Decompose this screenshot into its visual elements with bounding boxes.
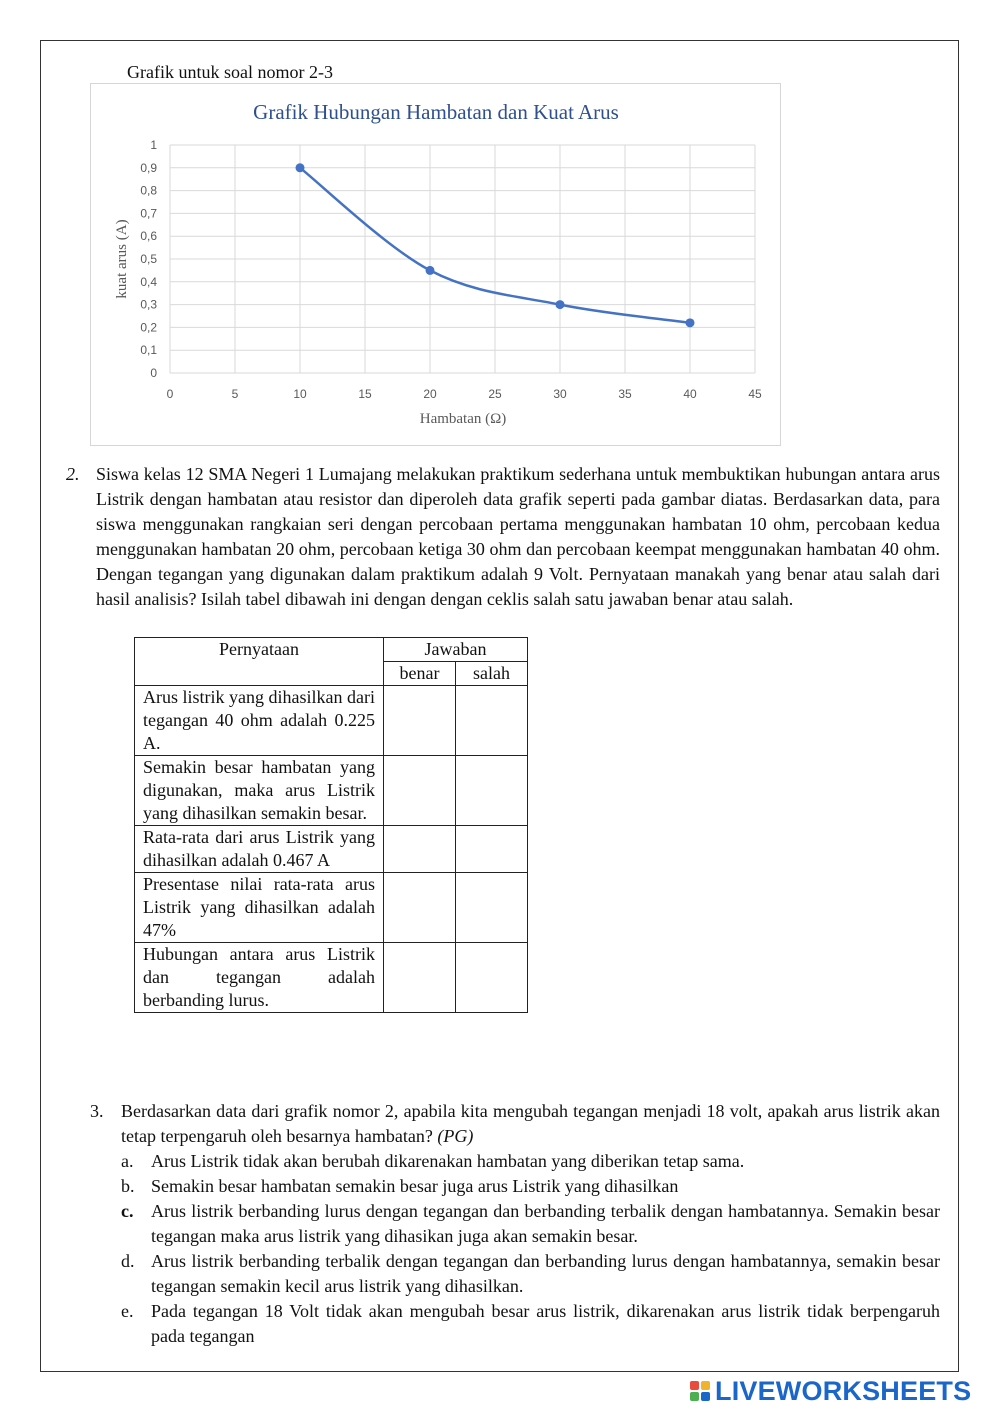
header-statement: Pernyataan (135, 638, 384, 686)
y-axis-label: kuat arus (A) (114, 219, 130, 299)
option-letter: b. (121, 1176, 135, 1196)
x-tick-label: 30 (553, 387, 567, 401)
statement-4: Presentase nilai rata-rata arus Listrik yang dihasilkan adalah 47% (135, 873, 384, 943)
data-point (556, 300, 565, 309)
question-2-number: 2. (66, 464, 80, 484)
logo-block (701, 1392, 710, 1401)
header-true: benar (384, 662, 456, 686)
y-tick-label: 0,4 (140, 274, 157, 289)
brand-name: LIVEWORKSHEETS (715, 1375, 972, 1406)
statement-2: Semakin besar hambatan yang digunakan, maka arus Listrik yang dihasilkan semakin besar. (135, 756, 384, 826)
table-row (135, 686, 528, 756)
options-list (90, 1149, 940, 1349)
option-text: Arus listrik berbanding lurus dengan tegangan dan berbanding terbalik dengan hambatannya. Semakin besar tegangan maka arus listrik yang dihasikan juga akan semakin besar. (151, 1201, 940, 1246)
chart-ticks (140, 138, 762, 401)
checkbox-true-5[interactable] (384, 943, 456, 1013)
table-row (135, 756, 528, 826)
option-d[interactable] (90, 1249, 940, 1299)
chart-svg (91, 84, 782, 447)
checkbox-true-3[interactable] (384, 826, 456, 873)
logo-block (701, 1381, 710, 1390)
checkbox-true-4[interactable] (384, 873, 456, 943)
y-tick-label: 0 (150, 366, 157, 380)
liveworksheets-logo (690, 1376, 971, 1406)
option-text: Arus Listrik tidak akan berubah dikarenakan hambatan yang diberikan tetap sama. (151, 1151, 745, 1171)
checkbox-false-1[interactable] (456, 686, 528, 756)
y-tick-label: 0,8 (140, 183, 157, 198)
chart-title: Grafik Hubungan Hambatan dan Kuat Arus (253, 100, 619, 124)
logo-block (690, 1381, 699, 1390)
data-point (296, 163, 305, 172)
x-tick-label: 15 (358, 387, 372, 401)
option-c[interactable] (90, 1199, 940, 1249)
option-letter: a. (121, 1151, 134, 1171)
logo-blocks-icon (690, 1381, 710, 1401)
question-2 (66, 462, 940, 612)
option-letter: d. (121, 1251, 135, 1271)
question-3-tag: (PG) (437, 1126, 474, 1146)
checkbox-false-5[interactable] (456, 943, 528, 1013)
question-3 (90, 1099, 940, 1349)
option-letter: c. (121, 1201, 134, 1221)
header-answer: Jawaban (384, 638, 528, 662)
statement-5: Hubungan antara arus Listrik dan tegangan adalah berbanding lurus. (135, 943, 384, 1013)
checkbox-false-2[interactable] (456, 756, 528, 826)
table-row (135, 873, 528, 943)
x-axis-label: Hambatan (Ω) (419, 411, 507, 427)
chart-caption: Grafik untuk soal nomor 2-3 (127, 62, 333, 82)
logo-block (690, 1392, 699, 1401)
y-tick-label: 1 (150, 138, 157, 152)
y-tick-label: 0,3 (140, 297, 157, 312)
question-3-stem: Berdasarkan data dari grafik nomor 2, apabila kita mengubah tegangan menjadi 18 volt, apakah arus listrik akan tetap terpengaruh oleh besarnya hambatan? (121, 1101, 940, 1146)
y-tick-label: 0,9 (140, 160, 157, 175)
answer-table (134, 637, 528, 1013)
option-a[interactable] (90, 1149, 940, 1174)
checkbox-true-2[interactable] (384, 756, 456, 826)
x-tick-label: 20 (423, 387, 437, 401)
chart (90, 83, 781, 446)
y-tick-label: 0,7 (140, 206, 157, 221)
header-false: salah (456, 662, 528, 686)
checkbox-true-1[interactable] (384, 686, 456, 756)
statement-1: Arus listrik yang dihasilkan dari tegangan 40 ohm adalah 0.225 A. (135, 686, 384, 756)
y-tick-label: 0,2 (140, 320, 157, 335)
x-tick-label: 45 (748, 387, 762, 401)
chart-gridlines (170, 145, 755, 373)
data-point (686, 318, 695, 327)
x-tick-label: 0 (166, 387, 174, 401)
y-tick-label: 0,5 (140, 252, 157, 266)
question-2-text: Siswa kelas 12 SMA Negeri 1 Lumajang melakukan praktikum sederhana untuk membuktikan hubungan antara arus Listrik dengan hambatan atau resistor dan diperoleh data grafik seperti pada gambar diatas. Berdasarkan data, para siswa menggunakan rangkaian seri dengan percobaan pertama menggunakan hambatan 10 ohm, percobaan kedua menggunakan hambatan 20 ohm, percobaan ketiga 30 ohm dan percobaan keempat menggunakan hambatan 40 ohm. Dengan tegangan yang digunakan dalam praktikum adalah 9 Volt. Pernyataan manakah yang benar atau salah dari hasil analisis? Isilah tabel dibawah ini dengan dengan ceklis salah satu jawaban benar atau salah. (96, 464, 940, 609)
checkbox-false-3[interactable] (456, 826, 528, 873)
checkbox-false-4[interactable] (456, 873, 528, 943)
option-e[interactable] (90, 1299, 940, 1349)
option-text: Pada tegangan 18 Volt tidak akan mengubah besar arus listrik, dikarenakan arus listrik tidak berpengaruh pada tegangan (151, 1301, 940, 1346)
y-tick-label: 0,6 (140, 229, 157, 244)
x-tick-label: 5 (231, 387, 239, 401)
statement-3: Rata-rata dari arus Listrik yang dihasilkan adalah 0.467 A (135, 826, 384, 873)
x-tick-label: 35 (618, 387, 632, 401)
data-point (426, 266, 435, 275)
x-tick-label: 25 (488, 387, 502, 401)
option-letter: e. (121, 1301, 134, 1321)
option-text: Arus listrik berbanding terbalik dengan tegangan dan berbanding lurus dengan hambatannya, semakin besar tegangan semakin kecil arus listrik yang dihasilkan. (151, 1251, 940, 1296)
option-b[interactable] (90, 1174, 940, 1199)
table-row (135, 826, 528, 873)
question-3-text (121, 1099, 940, 1149)
table-row (135, 943, 528, 1013)
x-tick-label: 10 (293, 387, 307, 401)
y-tick-label: 0,1 (140, 343, 157, 358)
question-3-number: 3. (90, 1101, 104, 1121)
x-tick-label: 40 (683, 387, 697, 401)
option-text: Semakin besar hambatan semakin besar juga arus Listrik yang dihasilkan (151, 1176, 679, 1196)
